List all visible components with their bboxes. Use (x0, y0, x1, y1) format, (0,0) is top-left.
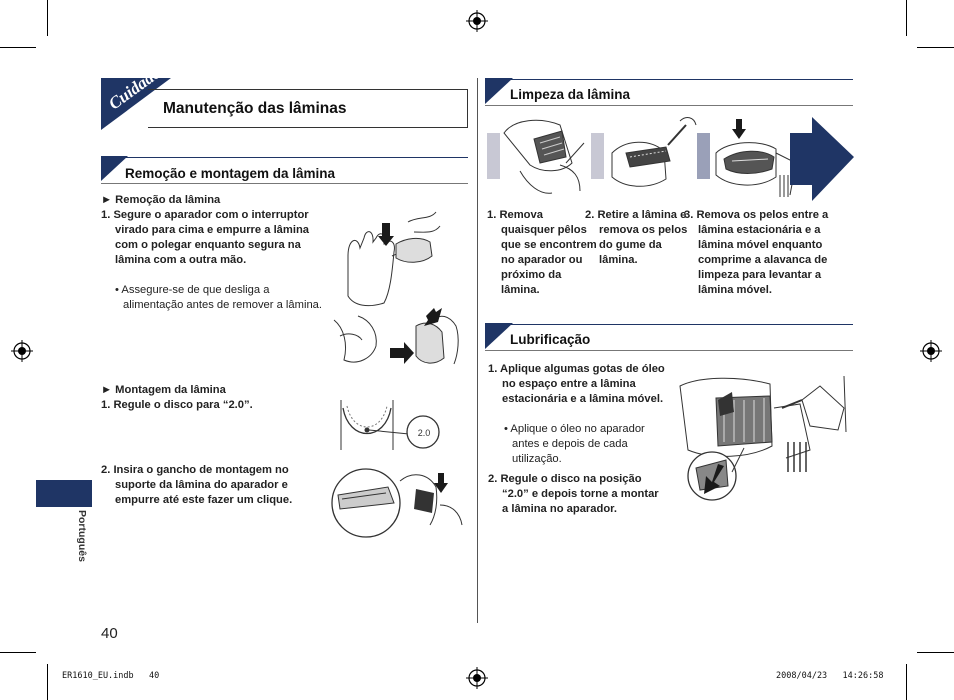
crop-mark (0, 652, 36, 653)
removal-heading: ► Remoção da lâmina (101, 194, 221, 206)
section-title-cleaning: Limpeza da lâmina (510, 87, 631, 102)
removal-illustration (318, 208, 468, 373)
mount-heading: ► Montagem da lâmina (101, 384, 226, 396)
registration-mark-icon (11, 340, 33, 362)
language-tab (36, 480, 92, 507)
crop-mark (917, 652, 954, 653)
registration-mark-icon (466, 667, 488, 689)
page-number: 40 (101, 625, 118, 642)
removal-note: • Assegure-se de que desliga a alimentação antes de remover a lâmina. (115, 284, 322, 311)
section-title-removal: Remoção e montagem da lâmina (125, 166, 336, 181)
cleaning-illustration (500, 113, 856, 205)
crop-mark (906, 664, 907, 700)
cleaning-step-2: 2. Retire a lâmina e remova os pelos do gume da lâmina. (585, 209, 688, 266)
section-title-lubrication: Lubrificação (510, 332, 591, 347)
cleaning-step-3: 3. Remova os pelos entre a lâmina estacionária e a lâmina móvel enquanto comprime a alavanca de limpeza para levantar a lâmina móvel. (684, 209, 829, 296)
lube-step-1: 1. Aplique algumas gotas de óleo no espaço entre a lâmina estacionária e a lâmina móvel. (488, 363, 665, 405)
dial-label: 2.0 (417, 428, 431, 438)
lubrication-illustration (660, 372, 852, 507)
language-label: Português (76, 510, 88, 562)
crop-mark (47, 664, 48, 700)
crop-mark (917, 47, 954, 48)
registration-mark-icon (920, 340, 942, 362)
header-badge-text: Cuidado (105, 63, 165, 114)
column-divider (477, 78, 478, 623)
mount-illustration (328, 465, 468, 530)
lube-step-2: 2. Regule o disco na posição “2.0” e depois torne a montar a lâmina no aparador. (488, 473, 659, 515)
crop-mark (0, 47, 36, 48)
dial-illustration (335, 398, 465, 458)
mount-step-2: 2. Insira o gancho de montagem no suporte da lâmina do aparador e empurre até este fazer um clique. (101, 464, 293, 506)
timestamp: 2008/04/23 14:26:58 (776, 671, 884, 681)
removal-step-1: 1. Segure o aparador com o interruptor virado para cima e empurre a lâmina com o polegar enquanto segura na lâmina com a outra mão. (101, 209, 310, 266)
lube-note: • Aplique o óleo no aparador antes e depois de cada utilização. (504, 423, 645, 465)
page-title: Manutenção das lâminas (163, 100, 347, 117)
grey-bar (487, 133, 500, 179)
cleaning-step-1: 1. Remova quaisquer pêlos que se encontrem no aparador ou próximo da lâmina. (487, 209, 597, 296)
crop-mark (906, 0, 907, 36)
crop-mark (47, 0, 48, 36)
mount-step-1: 1. Regule o disco para “2.0”. (101, 399, 253, 411)
file-name: ER1610_EU.indb 40 (62, 671, 160, 681)
registration-mark-icon (466, 10, 488, 32)
